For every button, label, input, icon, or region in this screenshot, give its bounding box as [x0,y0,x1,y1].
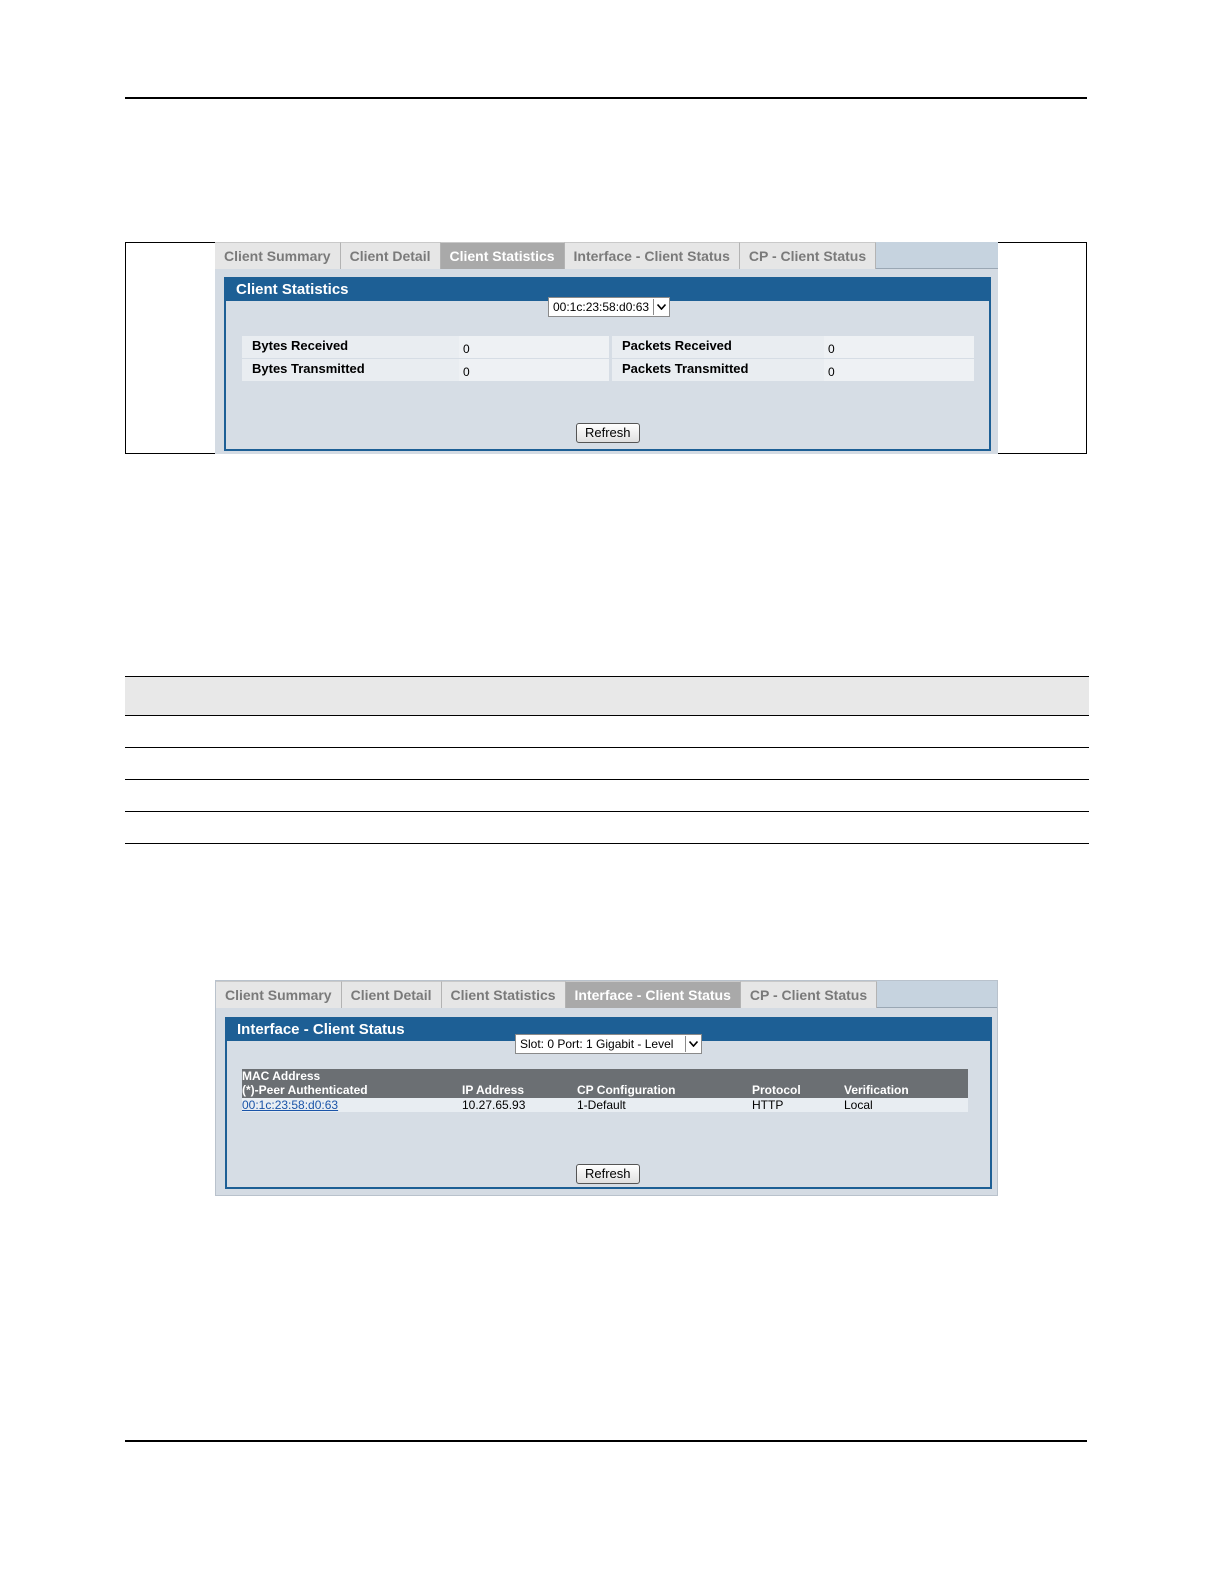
packets-received-value: 0 [824,336,974,358]
interface-client-status-screenshot [215,980,998,1196]
document-table-row [125,812,1089,844]
panel-title: Client Statistics [226,279,989,301]
column-verification: Verification [844,1083,909,1097]
client-statistics-screenshot [215,242,998,454]
tab-client-detail[interactable]: Client Detail [341,242,441,269]
panel-title: Interface - Client Status [227,1019,990,1041]
packets-received-label: Packets Received [612,336,824,358]
chevron-down-icon[interactable] [653,299,668,315]
stats-row [242,336,974,358]
client-statistics-panel [224,277,991,451]
mac-address-link[interactable]: 00:1c:23:58:d0:63 [242,1098,339,1112]
ip-address-cell: 10.27.65.93 [462,1098,526,1112]
tab-interface-client-status[interactable]: Interface - Client Status [565,242,740,269]
refresh-button[interactable]: Refresh [576,1164,640,1184]
interface-select[interactable] [515,1034,702,1054]
refresh-button[interactable]: Refresh [576,423,640,443]
interface-client-status-panel [225,1017,992,1189]
bytes-received-value: 0 [459,336,609,358]
cp-configuration-cell: 1-Default [577,1098,626,1112]
tab-client-summary[interactable]: Client Summary [215,242,341,269]
interface-select-value: Slot: 0 Port: 1 Gigabit - Level [520,1037,674,1051]
protocol-cell: HTTP [752,1098,784,1112]
mac-address-select-value: 00:1c:23:58:d0:63 [553,300,650,314]
document-table-row [125,748,1089,780]
mac-address-select[interactable] [548,297,670,317]
column-mac-address: MAC Address [242,1069,321,1083]
tab-bar-filler [876,242,998,268]
tab-client-detail[interactable]: Client Detail [342,981,442,1008]
bytes-transmitted-label: Bytes Transmitted [242,359,459,381]
tab-bar-filler [877,981,997,1007]
tab-cp-client-status[interactable]: CP - Client Status [740,242,876,269]
bytes-received-label: Bytes Received [242,336,459,358]
chevron-down-icon[interactable] [685,1036,700,1052]
tab-client-statistics[interactable]: Client Statistics [441,242,565,269]
statistics-table [242,336,974,382]
bytes-transmitted-value: 0 [459,359,609,381]
tab-client-statistics[interactable]: Client Statistics [442,981,566,1008]
column-ip-address: IP Address [462,1083,525,1097]
packets-transmitted-value: 0 [824,359,974,381]
table-header [242,1069,968,1098]
document-table-row [125,716,1089,748]
document-table [125,676,1089,844]
page-footer-rule [125,1440,1087,1442]
page-header-rule [125,97,1087,99]
tab-bar [216,981,997,1008]
column-peer-authenticated: (*)-Peer Authenticated [242,1083,368,1097]
packets-transmitted-label: Packets Transmitted [612,359,824,381]
stats-row [242,359,974,381]
tab-interface-client-status[interactable]: Interface - Client Status [566,981,741,1008]
document-table-row [125,780,1089,812]
verification-cell: Local [844,1098,873,1112]
tab-bar [215,242,998,269]
column-protocol: Protocol [752,1083,801,1097]
column-cp-configuration: CP Configuration [577,1083,676,1097]
tab-cp-client-status[interactable]: CP - Client Status [741,981,877,1008]
table-row [242,1098,968,1112]
document-table-header [125,676,1089,716]
tab-client-summary[interactable]: Client Summary [216,981,342,1008]
client-status-table [242,1069,968,1112]
